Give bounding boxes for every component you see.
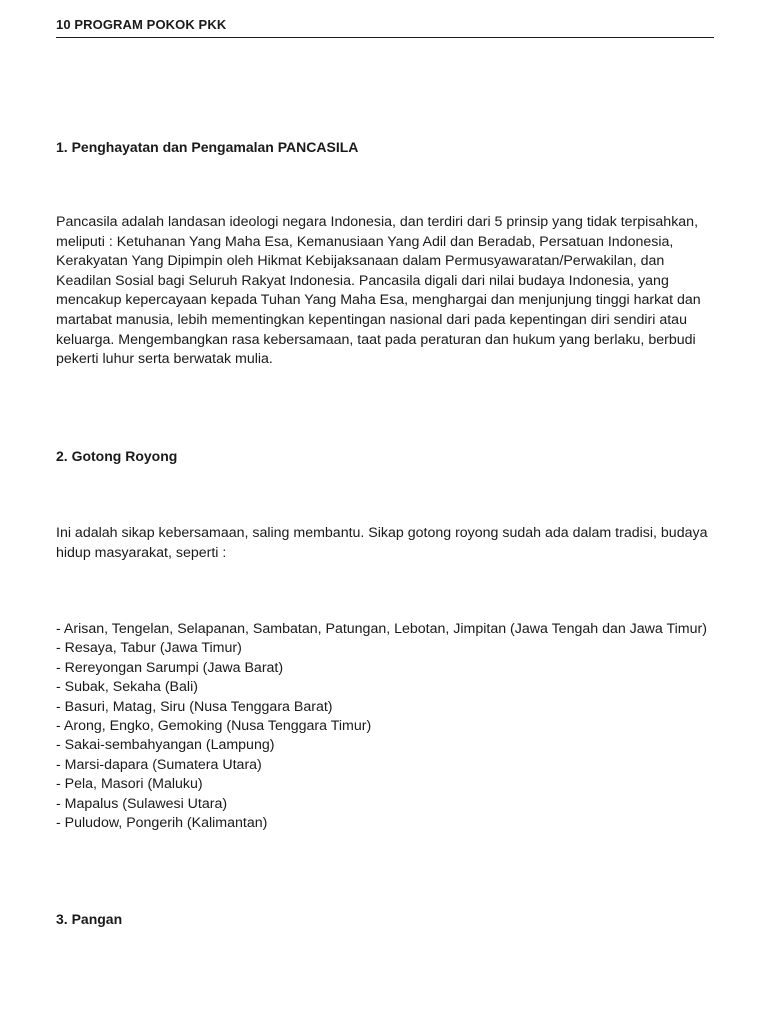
list-item: - Marsi-dapara (Sumatera Utara) bbox=[56, 756, 262, 773]
list-item: - Basuri, Matag, Siru (Nusa Tenggara Barat) bbox=[56, 698, 333, 715]
list-item: - Subak, Sekaha (Bali) bbox=[56, 679, 198, 696]
list-item: - Mapalus (Sulawesi Utara) bbox=[56, 795, 228, 812]
list-item: - Resaya, Tabur (Jawa Timur) bbox=[56, 640, 242, 657]
list-item: - Pela, Masori (Maluku) bbox=[56, 776, 203, 793]
section-heading-pancasila: 1. Penghayatan dan Pengamalan PANCASILA bbox=[56, 139, 359, 155]
list-item: - Puludow, Pongerih (Kalimantan) bbox=[56, 815, 268, 832]
page-header-title: 10 PROGRAM POKOK PKK bbox=[56, 17, 227, 32]
list-item: - Arong, Engko, Gemoking (Nusa Tenggara Timur) bbox=[56, 718, 372, 735]
header-divider bbox=[56, 37, 714, 38]
list-item: - Rereyongan Sarumpi (Jawa Barat) bbox=[56, 659, 284, 676]
list-item: - Arisan, Tengelan, Selapanan, Sambatan, Patungan, Lebotan, Jimpitan (Jawa Tengah dan Jawa Timur) bbox=[56, 621, 707, 637]
section-paragraph-gotong-royong: Ini adalah sikap kebersamaan, saling membantu. Sikap gotong royong sudah ada dalam tradisi, budaya hidup masyarakat, seperti : bbox=[56, 525, 708, 561]
section-paragraph-pancasila: Pancasila adalah landasan ideologi negara Indonesia, dan terdiri dari 5 prinsip yang tidak terpisahkan, meliputi : Ketuhanan Yang Maha Esa, Kemanusiaan Yang Adil dan Beradab, Persatuan Indonesia, Kerakyatan Yang Dipimpin oleh Hikmat Kebijaksanaan dalam Permusyawaratan/Perwakilan, dan Keadilan Sosial bagi Seluruh Rakyat Indonesia. Pancasila digali dari nilai budaya Indonesia, yang mencakup kepercayaan kepada Tuhan Yang Maha Esa, menghargai dan menjunjung tinggi harkat dan martabat manusia, lebih mementingkan kepentingan nasional dari pada kepentingan diri sendiri atau keluarga. Mengembangkan rasa kebersamaan, taat pada peraturan dan hukum yang berlaku, berbudi pekerti luhur serta berwatak mulia. bbox=[56, 214, 701, 368]
section-heading-pangan: 3. Pangan bbox=[56, 911, 123, 927]
section-heading-gotong-royong: 2. Gotong Royong bbox=[56, 448, 178, 464]
gotong-royong-tradition-list bbox=[56, 620, 718, 833]
list-item: - Sakai-sembahyangan (Lampung) bbox=[56, 737, 275, 754]
